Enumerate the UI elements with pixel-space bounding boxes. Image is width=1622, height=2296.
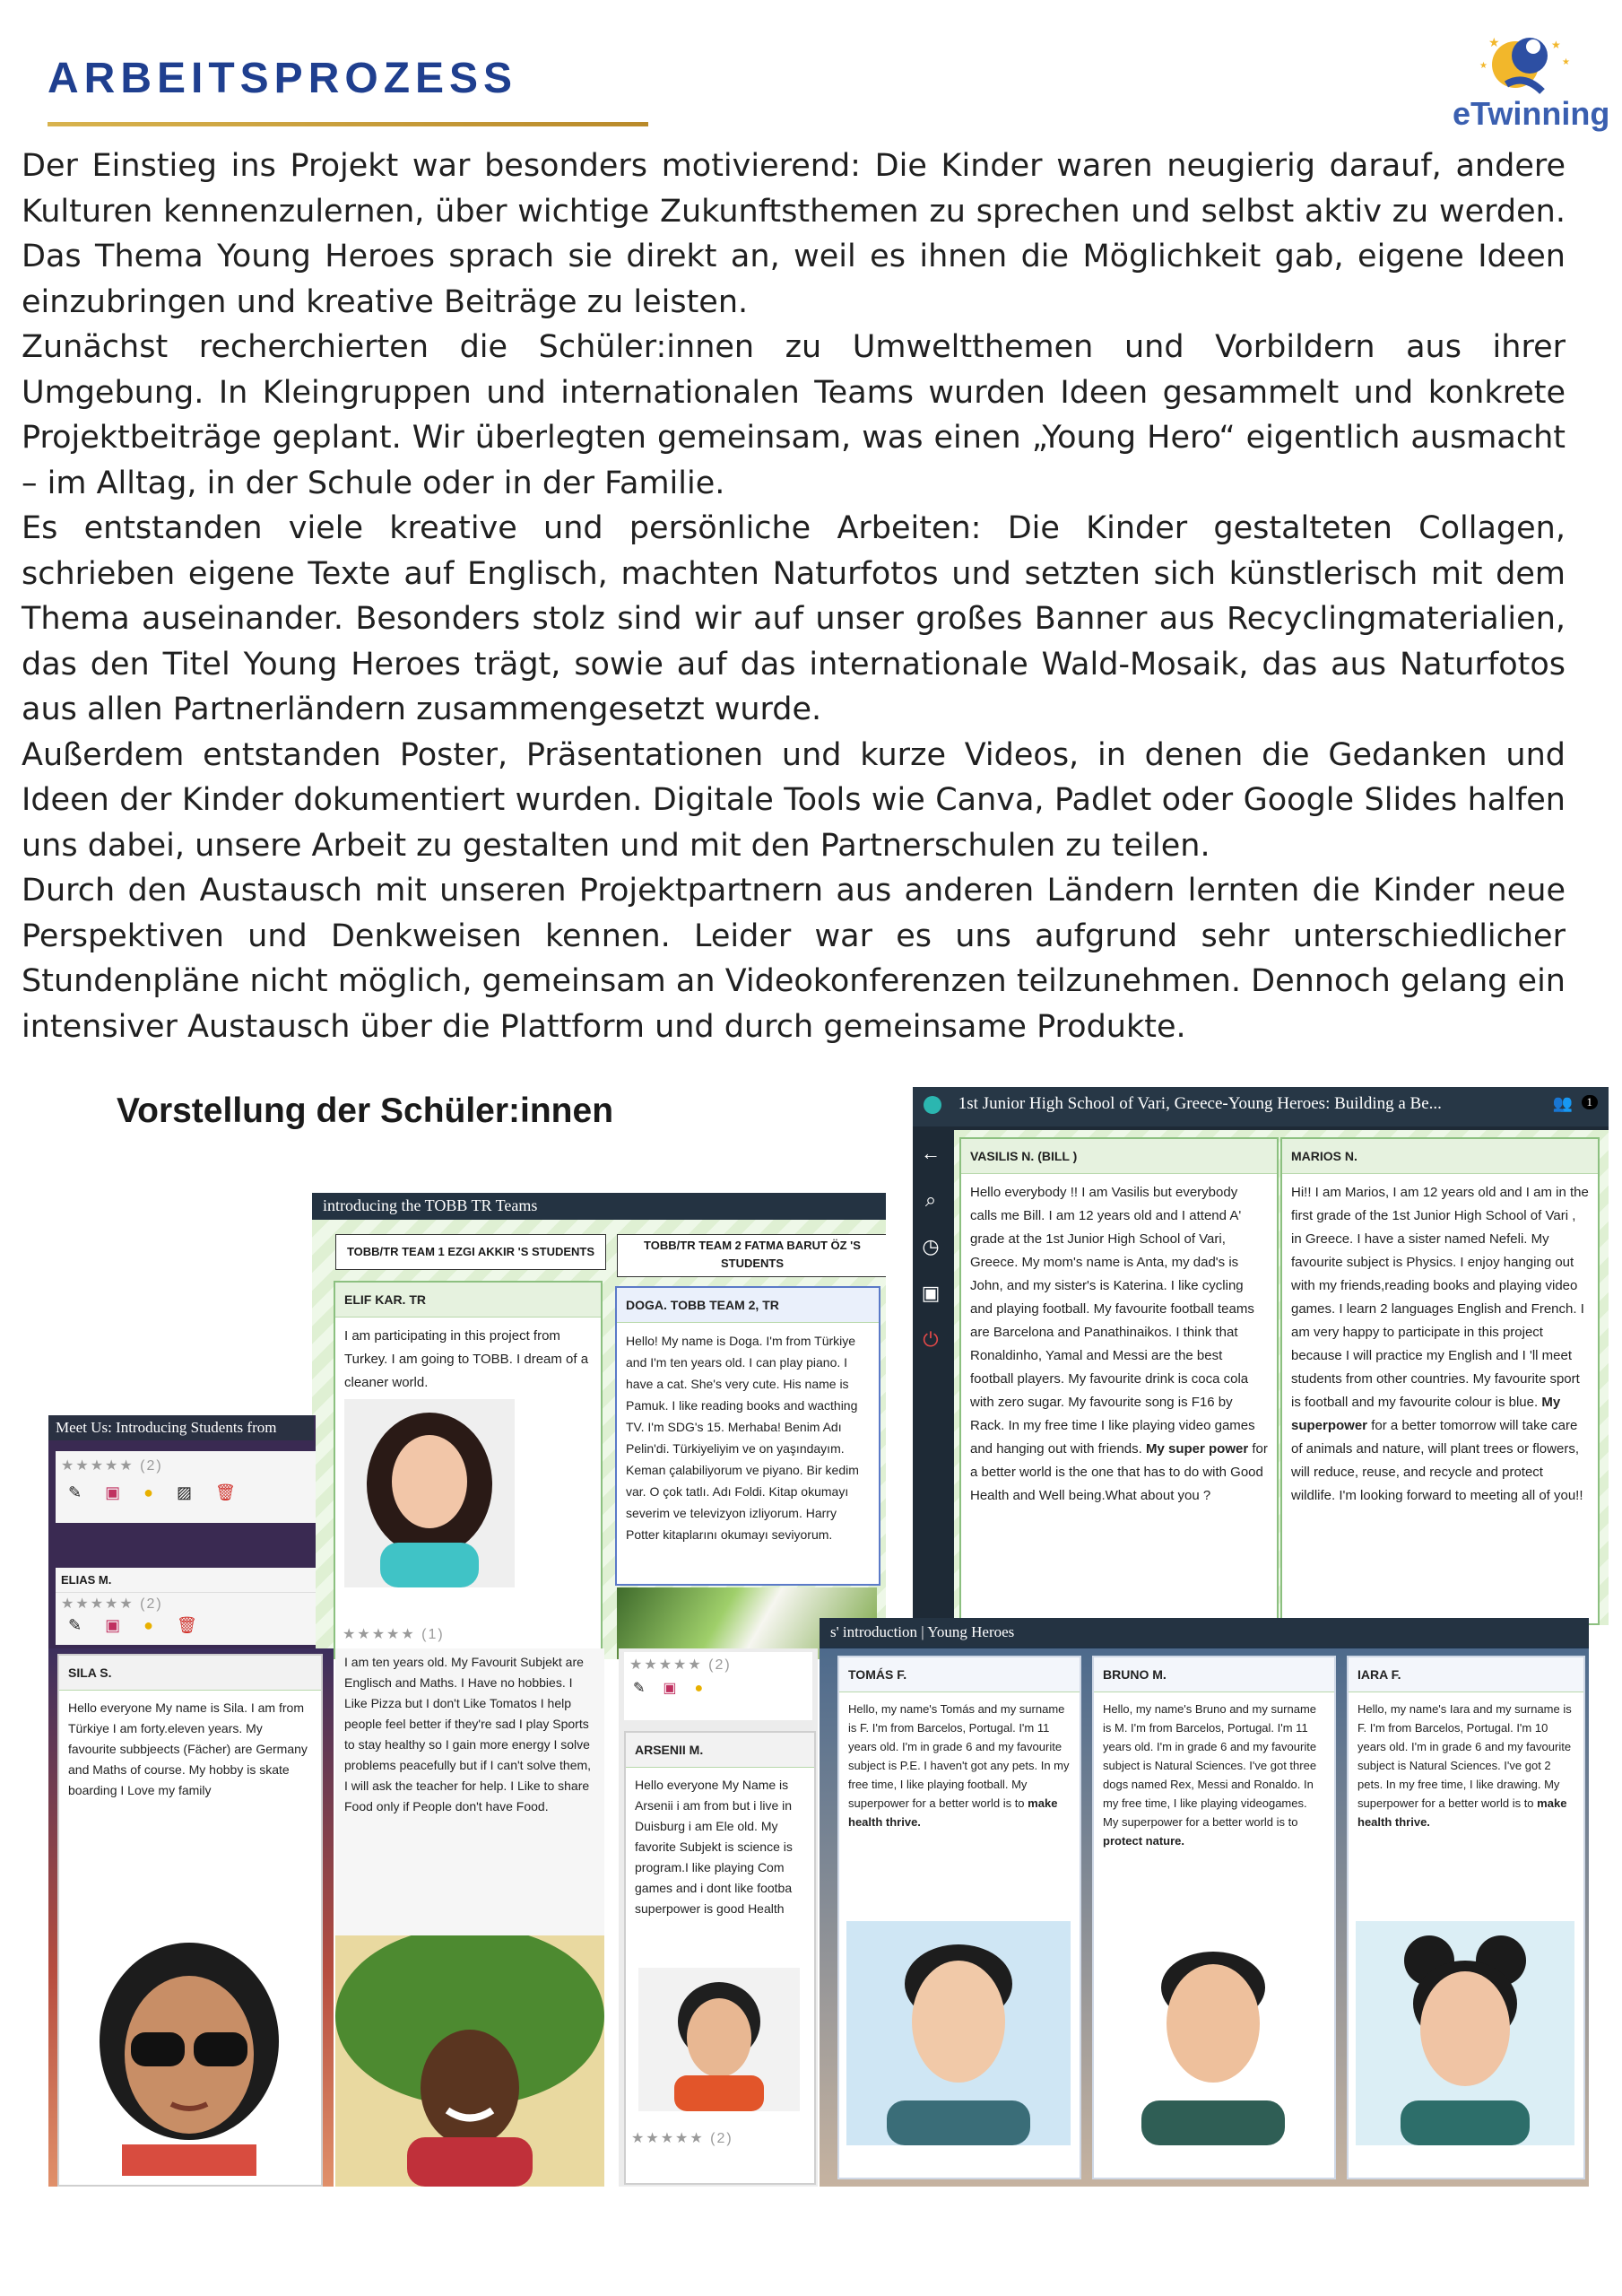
card-name: DOGA. TOBB TEAM 2, TR: [617, 1288, 879, 1323]
tobb-board-title: introducing the TOBB TR Teams: [323, 1196, 538, 1214]
tobb-board-titlebar: [312, 1193, 886, 1220]
page-title: ARBEITSPROZESS: [48, 55, 518, 102]
rating-stars[interactable]: ★★★★★ (2): [631, 2131, 733, 2146]
sila-card-screenshot: [48, 1648, 334, 2187]
rating-count: (1): [421, 1627, 445, 1642]
card-tail: for a better world is the one that has to do with Good Health and Well being.What about you ?: [970, 1441, 1268, 1503]
rating-stars[interactable]: ★★★★★ (2): [61, 1458, 163, 1474]
card-text: I am ten years old. My Favourit Subjekt are Englisch and Maths. I Have no hobbies. I Like Pizza but I don't Like Tomatos I help people feel better if they're sad I play Sports to stay healthy so I gain more energy I solve problems peacefully but if I can't solve them, I will ask the teacher for help. I Like to share Food only if People don't have Food.: [344, 1655, 592, 1813]
paragraph-media: Außerdem entstanden Poster, Präsentationen und kurze Videos, in denen die Gedanken und Ideen der Kinder dokumentiert wurden. Digitale Tools wie Canva, Padlet oder Google Slides halfen uns dabei, unsere Arbeit zu gestalten und mit den Partnerschulen zu teilen.: [22, 736, 1566, 864]
card-name: ELIF KAR. TR: [335, 1283, 601, 1318]
paragraph-research: Zunächst recherchierten die Schüler:innen zu Umweltthemen und Vorbildern aus ihrer Umgebung. In Kleingruppen und internationalen Teams wurden Ideen gesammelt und konkrete Projektbeiträge geplant. Wir überlegten gemeinsam, was einen „Young Hero“ eigentlich ausmacht – im Alltag, in der Schule oder in der Familie.: [22, 329, 1566, 501]
avatar: [335, 1935, 604, 2187]
members-count: 1: [1582, 1095, 1599, 1109]
card-bold: make health thrive.: [1357, 1796, 1567, 1829]
card-bold: My super power: [1145, 1441, 1249, 1457]
avatar: [86, 1934, 292, 2176]
portugal-card-bruno[interactable]: [1092, 1656, 1336, 2179]
section-heading: Vorstellung der Schüler:innen: [117, 1091, 614, 1130]
rating-count: (2): [140, 1596, 163, 1612]
avatar: [344, 1399, 515, 1587]
card-name: IARA F.: [1349, 1657, 1583, 1692]
power-icon[interactable]: ⏻: [923, 1328, 939, 1351]
card-name: ELIAS M.: [56, 1568, 316, 1593]
card-text: Hello, my name's Tomás and my surname is F. I'm from Barcelos, Portugal. I'm 11 years old. I'm in grade 6 and my favourite subject is P.E. I haven't got any pets. In my free time, I like playing football. My superpower for a better world is to: [848, 1702, 1070, 1810]
meet-us-title: Meet Us: Introducing Students from: [56, 1419, 277, 1436]
arsenii-top-stub[interactable]: [624, 1652, 812, 1720]
members-icon: 👥: [1552, 1094, 1573, 1112]
meet-us-card-1[interactable]: [56, 1451, 316, 1523]
body-text: [22, 144, 1566, 1049]
sila-card[interactable]: [57, 1654, 323, 2187]
title-underline: [48, 122, 648, 126]
etwinning-logo: [1453, 29, 1610, 136]
card-text: Hello everyone My name is Sila. I am from Türkiye I am forty.eleven years. My favourite subbjeects (Fächer) are Germany and Maths of course. My hobby is skate boarding I Love my family: [68, 1700, 308, 1797]
avatar: [846, 1921, 1071, 2145]
card-text: Hello, my name's Bruno and my surname is M. I'm from Barcelos, Portugal. I'm 11 years old. I'm in grade 6 and my favourite subject is Natural Sciences. I've got three dogs named Rex, Messi and Ronaldo. In my free time, I like playing videogames. My superpower for a better world is to: [1103, 1702, 1317, 1829]
svg-text:★: ★: [1562, 57, 1570, 67]
tobb-card-doga[interactable]: [615, 1286, 880, 1586]
card-name: VASILIS N. (BILL ): [961, 1139, 1277, 1174]
card-text: Hello everybody !! I am Vasilis but everybody calls me Bill. I am 12 years old and I attend A' grade at the 1st Junior High School of Vari, Greece. My mom's name is Anta, my dad's is John, and my sister's is Katerina. I like cycling and playing football. My favourite football teams are Barcelona and Panathinaikos. I think that Ronaldinho, Yamal and Messi are the best football players. My favourite drink is coca cola with zero sugar. My favourite song is F16 by Rack. In my free time I like playing video games and hanging out with friends.: [970, 1185, 1255, 1457]
rating-stars[interactable]: ★★★★★ (2): [629, 1657, 732, 1673]
greece-board-title: 1st Junior High School of Vari, Greece-Young Heroes: Building a Be...: [958, 1094, 1442, 1113]
svg-text:★: ★: [1488, 36, 1500, 50]
meet-us-card-2[interactable]: [56, 1568, 316, 1645]
card-text: Hello! My name is Doga. I'm from Türkiye and I'm ten years old. I can play piano. I have a cat. She's very cute. His name is Pamuk. I like reading books and wacthing TV. I'm SDG's 15. Merhaba! Benim Adı Pelin'di. Türkiyeliyim ve on yaşındayım. Keman çalabiliyorum ve piyano. Bir kedim var. O çok tatlı. Adı Foldi. Kitap okumayı severim ve televizyon izliyorum. Harry Potter kitaplarını okumayı seviyorum.: [626, 1334, 859, 1542]
card-text: I am participating in this project from Turkey. I am going to TOBB. I dream of a cleaner world.: [344, 1328, 589, 1390]
rating-stars[interactable]: ★★★★★ (2): [61, 1596, 163, 1612]
tobb-board-screenshot: [312, 1193, 886, 1659]
portugal-board-screenshot: [820, 1618, 1589, 2187]
tobb-column-2[interactable]: TOBB/TR TEAM 2 FATMA BARUT ÖZ 'S STUDENTS: [617, 1234, 886, 1277]
rating-count: (2): [710, 2131, 733, 2146]
rating-count: (2): [140, 1458, 163, 1474]
tobb-column-1[interactable]: TOBB/TR TEAM 1 EZGI AKKIR 'S STUDENTS: [335, 1234, 606, 1270]
card-bold: My superpower: [1291, 1395, 1561, 1433]
greece-card-marios[interactable]: [1280, 1137, 1600, 1625]
arsenii-card-screenshot: [619, 1648, 818, 2187]
avatar: [638, 1968, 800, 2111]
avatar: [1356, 1921, 1574, 2145]
greece-card-vasilis[interactable]: [959, 1137, 1279, 1625]
card-bold: make health thrive.: [848, 1796, 1058, 1829]
card-action-icons: ✎▣●🗑: [68, 1616, 221, 1634]
paragraph-exchange: Durch den Austausch mit unseren Projektpartnern aus anderen Ländern lernten die Kinder neue Perspektiven und Denkweisen kennen. Leider war es uns aufgrund sehr unterschiedlicher Stundenpläne nicht möglich, gemeinsam an Videokonferenzen teilzunehmen. Dennoch gelang ein intensiver Austausch über die Plattform und durch gemeinsame Produkte.: [22, 873, 1566, 1045]
card-text: Hello everyone My Name is Arsenii i am from but i live in Duisburg i am Ele old. My favorite Subjekt is science is program.I like playing Com games and i dont like footba superpower is good Health: [635, 1778, 793, 1916]
card-text: Hello, my name's Iara and my surname is F. I'm from Barcelos, Portugal. I'm 10 years old. I'm in grade 6 and my favourite subject is Natural Sciences. I've got 2 pets. In my free time, I like drawing. My superpower for a better world is to: [1357, 1702, 1572, 1810]
greece-board-toolbar: [913, 1130, 949, 1625]
card-name: BRUNO M.: [1094, 1657, 1334, 1692]
svg-text:★: ★: [1479, 61, 1488, 71]
arsenii-card[interactable]: [624, 1731, 816, 2185]
portugal-board-title: s' introduction | Young Heroes: [830, 1623, 1015, 1640]
card-action-icons: ✎▣●: [633, 1681, 722, 1696]
rating-count: (2): [708, 1657, 732, 1673]
card-name: TOMÁS F.: [839, 1657, 1080, 1692]
card-name: MARIOS N.: [1282, 1139, 1598, 1174]
paragraph-creative-work: Es entstanden viele kreative und persönliche Arbeiten: Die Kinder gestalteten Collagen, schrieben eigene Texte auf Englisch, machten Naturfotos und setzten sich künstlerisch mit dem Thema auseinander. Besonders stolz sind wir auf unser großes Banner aus Recyclingmaterialien, das den Titel Young Heroes trägt, sowie auf das internationale Wald-Mosaik, das aus Naturfotos aus allen Partnerländern zusammengesetzt wurde.: [22, 510, 1566, 727]
tobb-card-elif[interactable]: [334, 1281, 603, 1659]
search-icon[interactable]: ⌕: [924, 1188, 937, 1211]
svg-text:★: ★: [1551, 39, 1561, 51]
etwinning-wordmark: eTwinning: [1453, 95, 1610, 132]
greece-board-screenshot: [913, 1087, 1609, 1625]
card-name: SILA S.: [59, 1656, 321, 1691]
card-bold: protect nature.: [1103, 1834, 1185, 1848]
portugal-card-tomas[interactable]: [837, 1656, 1081, 2179]
portugal-card-iara[interactable]: [1347, 1656, 1585, 2179]
avatar: [1101, 1921, 1325, 2145]
rating-stars[interactable]: ★★★★★ (1): [343, 1627, 445, 1642]
back-icon[interactable]: ←: [921, 1142, 941, 1164]
greece-board-dot-icon: [924, 1096, 941, 1114]
meet-us-titlebar: [48, 1415, 314, 1440]
slideshow-icon[interactable]: ▣: [921, 1282, 941, 1304]
card-tail: for a better tomorrow will take care of animals and nature, will plant trees or flowers, will reduce, reuse, and recycle and protect wildlife. I'm looking forward to meeting all of you!!: [1291, 1418, 1583, 1503]
meet-us-board-screenshot: [48, 1415, 316, 1648]
middle-card-screenshot: [335, 1648, 604, 2187]
paragraph-intro: Der Einstieg ins Projekt war besonders motivierend: Die Kinder waren neugierig darauf, andere Kulturen kennenzulernen, über wichtige Zukunftsthemen zu sprechen und selbst aktiv zu werden. Das Thema Young Heroes sprach sie direkt an, weil es ihnen die Möglichkeit gab, eigene Ideen einzubringen und kreative Beiträge zu leisten.: [22, 148, 1566, 320]
etwinning-figure-icon: [1453, 29, 1605, 100]
card-action-icons: ✎▣●▨🗑: [68, 1483, 259, 1501]
portugal-board-titlebar: [820, 1618, 1589, 1647]
history-icon[interactable]: ◷: [922, 1235, 940, 1257]
greece-board-titlebar: [913, 1087, 1609, 1126]
card-name: ARSENII M.: [626, 1733, 814, 1768]
card-text: Hi!! I am Marios, I am 12 years old and I am in the first grade of the 1st Junior High School of Vari , in Greece. I have a sister named Nefeli. My favourite subject is Physics. I enjoy hanging out with my friends,reading books and playing video games. I learn 2 languages English and French. I am very happy to participate in this project because I will practice my English and I 'll meet students from other countries. My favourite sport is football and my favourite colour is blue.: [1291, 1185, 1589, 1410]
